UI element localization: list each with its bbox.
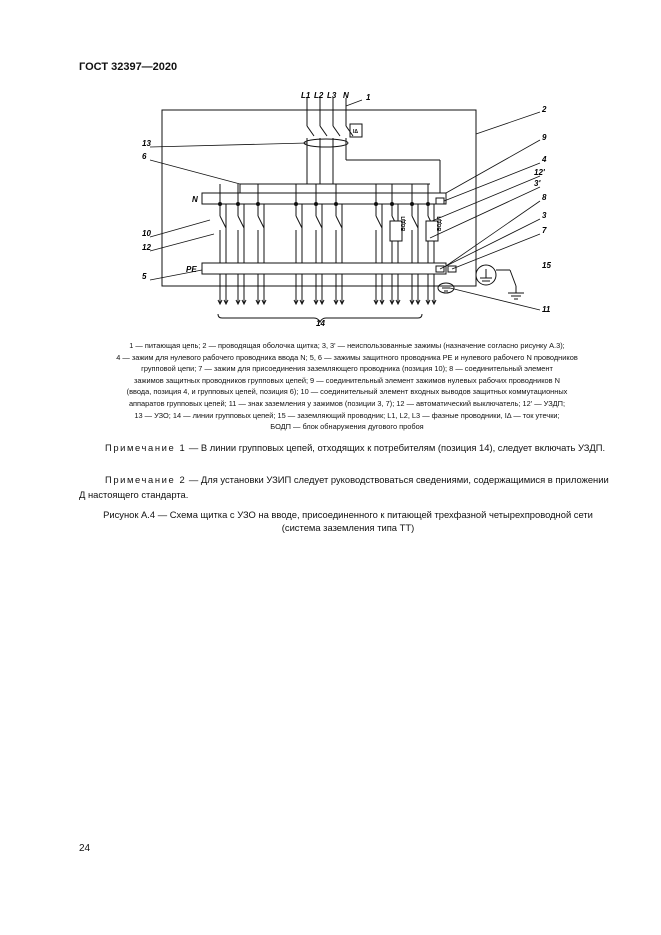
- legend-line: 1 — питающая цепь; 2 — проводящая оболочка щитка; 3, 3' — неиспользованные зажимы (назначение согласно рисунку А.3);: [129, 341, 565, 350]
- callout-label: 13: [142, 139, 151, 148]
- callout-label: 7: [542, 226, 547, 235]
- legend-line: аппаратов групповых цепей; 11 — знак заземления у зажимов (позиции 3, 7); 12 — автоматический выключатель; 12' — УЗДП;: [128, 398, 566, 408]
- callout-label: 12: [142, 243, 151, 252]
- device-label-2: БОДП: [437, 216, 443, 231]
- callout-label: 5: [142, 272, 147, 281]
- phase-label-n: N: [343, 91, 349, 100]
- callout-label: 4: [542, 155, 547, 164]
- callout-label: 6: [142, 152, 147, 161]
- n-bus-label: N: [192, 195, 198, 204]
- callout-label: 14: [316, 319, 325, 328]
- callout-label: 3: [542, 211, 547, 220]
- wiring-diagram: [130, 88, 560, 328]
- callout-label: 1: [366, 93, 371, 102]
- note-2-text: — Для установки УЗИП следует руководствоваться сведениями, содержащимися в приложении Д настоящего стандарта.: [79, 474, 609, 500]
- callout-label: 12': [534, 168, 545, 177]
- page-number: 24: [79, 843, 91, 854]
- wiring-diagram-svg: [130, 88, 560, 328]
- caption-line-1: Рисунок А.4 — Схема щитка с УЗО на вводе, присоединенного к питающей трехфазной четырехпроводной сети: [103, 509, 593, 520]
- note-1-text: — В линии групповых цепей, отходящих к потребителям (позиция 14), следует включать УЗДП.: [186, 442, 606, 453]
- note-2: [79, 472, 617, 502]
- enclosure-outline: [162, 110, 476, 286]
- legend-line: групповой цепи; 7 — зажим для присоединения заземляющего проводника (позиция 10); 8 — соединительный элемент: [141, 364, 553, 374]
- callout-label: 3': [534, 179, 541, 188]
- callout-label: 2: [542, 105, 547, 114]
- legend-line: (ввода, позиция 4, и групповых цепей, позиция 6); 10 — соединительный элемент входных выводов защитных коммутационных: [126, 387, 568, 397]
- phase-label-l3: L3: [327, 91, 337, 100]
- document-code: ГОСТ 32397—2020: [79, 61, 178, 73]
- caption-line-2: (система заземления типа ТТ): [281, 522, 415, 533]
- note-1-lead: Примечание 1: [105, 442, 187, 453]
- callout-label: 11: [542, 305, 551, 314]
- figure-caption: [70, 508, 626, 534]
- figure-legend: [82, 340, 612, 433]
- legend-line: БОДП — блок обнаружения дугового пробоя: [270, 422, 424, 432]
- callout-label: 9: [542, 133, 547, 142]
- phase-label-l1: L1: [301, 91, 311, 100]
- legend-line: 13 — УЗО; 14 — линии групповых цепей; 15 — заземляющий проводник; L1, L2, L3 — фазные проводники, IΔ — ток утечки;: [134, 410, 560, 420]
- callout-label: 15: [542, 261, 551, 270]
- legend-line: зажимов защитных проводников групповых цепей; 9 — соединительный элемент зажимов нулевых рабочих проводников N: [134, 375, 560, 385]
- note-1: [79, 440, 617, 455]
- note-2-lead: Примечание 2: [105, 474, 187, 485]
- pe-bus-label: PE: [186, 265, 197, 274]
- callout-label: 8: [542, 193, 547, 202]
- device-label-1: БОДП: [401, 216, 407, 231]
- phase-label-l2: L2: [314, 91, 324, 100]
- legend-line: 4 — зажим для нулевого рабочего проводника ввода N; 5, 6 — зажимы защитного проводника PE и нулевого рабочего N проводников: [116, 352, 578, 362]
- callout-label: 10: [142, 229, 151, 238]
- rcd-label: IΔ: [353, 129, 358, 135]
- pe-bus: [202, 263, 446, 274]
